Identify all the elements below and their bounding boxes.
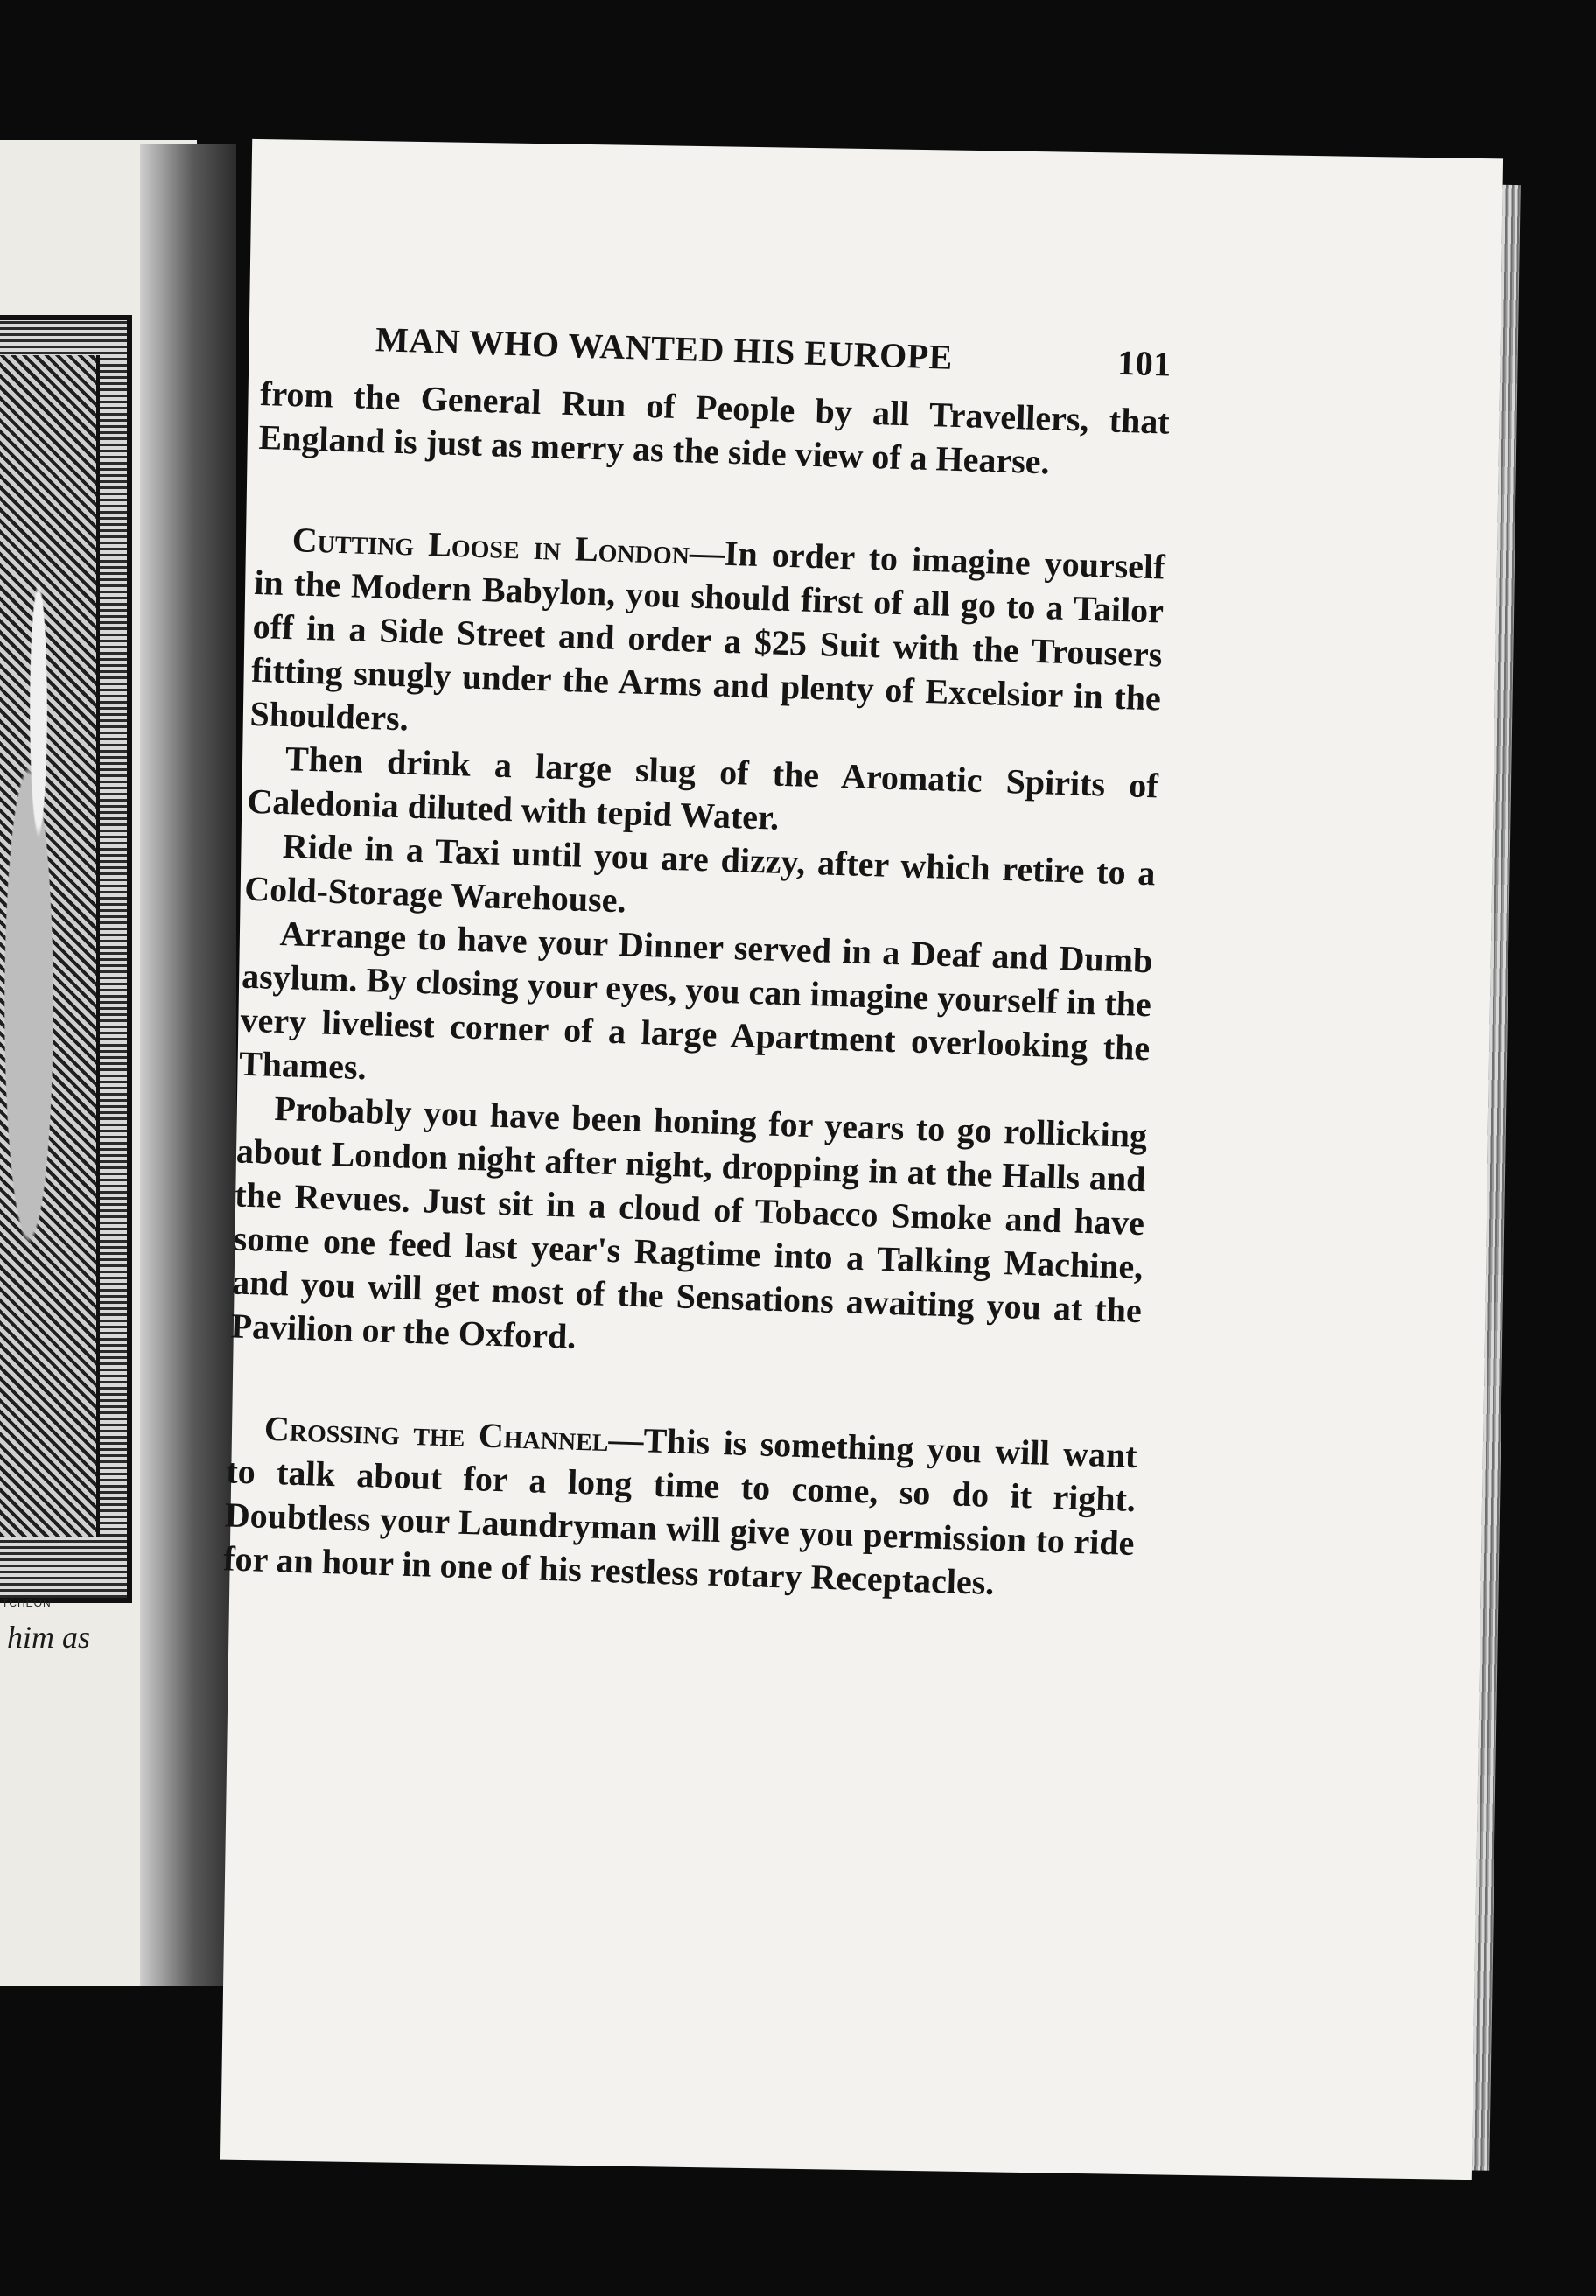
- paragraph-taxi: Ride in a Taxi until you are dizzy, after which retire to a Cold-Storage Warehouse.: [243, 826, 1157, 920]
- book-gutter-shadow: [140, 144, 236, 1986]
- illustration-engraving: [0, 355, 100, 1536]
- paragraph-continued: from the General Run of People by all Travellers, that England is just as merry as the side view of a Hearse.: [257, 373, 1171, 482]
- section-crossing-channel-text: —This is something you will want to talk about for a long time to come, so do it right. Doubtless your Laundryman will give you permission to ride for an hour in one of his restless rotary Receptacles.: [222, 1419, 1138, 1602]
- section-crossing-channel: [223, 1405, 1138, 1609]
- section-heading-cutting-loose: Cutting Loose in London: [291, 520, 690, 572]
- paragraph-rollicking: Probably you have been honing for years to go rollicking about London night after night, dropping in at the Halls and the Revues. Just sit in a cloud of Tobacco Smoke and have some one feed last year's Ragtime into a Talking Machine, and you will get most of the Sensations awaiting you at the Pavilion or the Oxford.: [229, 1088, 1148, 1356]
- illustration-artist-credit: TCHEON: [2, 1597, 52, 1609]
- facing-page-illustration: [0, 315, 132, 1603]
- section-cutting-loose-text: —In order to imagine yourself in the Modern Babylon, you should first of all go to a Tailor off in a Side Street and order a $25 Suit with the Trousers fitting snugly under the Arms and plenty of Excelsior in the Shoulders.: [248, 532, 1166, 738]
- paragraph-dinner: Arrange to have your Dinner served in a Deaf and Dumb asylum. By closing your eyes, you can imagine yourself in the very liveliest corner of a large Apartment overlooking the Thames.: [238, 913, 1154, 1088]
- page-content: [223, 315, 1172, 1609]
- running-title: MAN WHO WANTED HIS EUROPE: [374, 319, 954, 377]
- page-number: 101: [1116, 342, 1172, 384]
- facing-page-caption: him as: [7, 1620, 91, 1655]
- paragraph-aromatic-spirits: Then drink a large slug of the Aromatic Spirits of Caledonia diluted with tepid Water.: [246, 738, 1159, 837]
- section-heading-crossing-channel: Crossing the Channel: [263, 1408, 610, 1460]
- section-cutting-loose: [249, 517, 1166, 765]
